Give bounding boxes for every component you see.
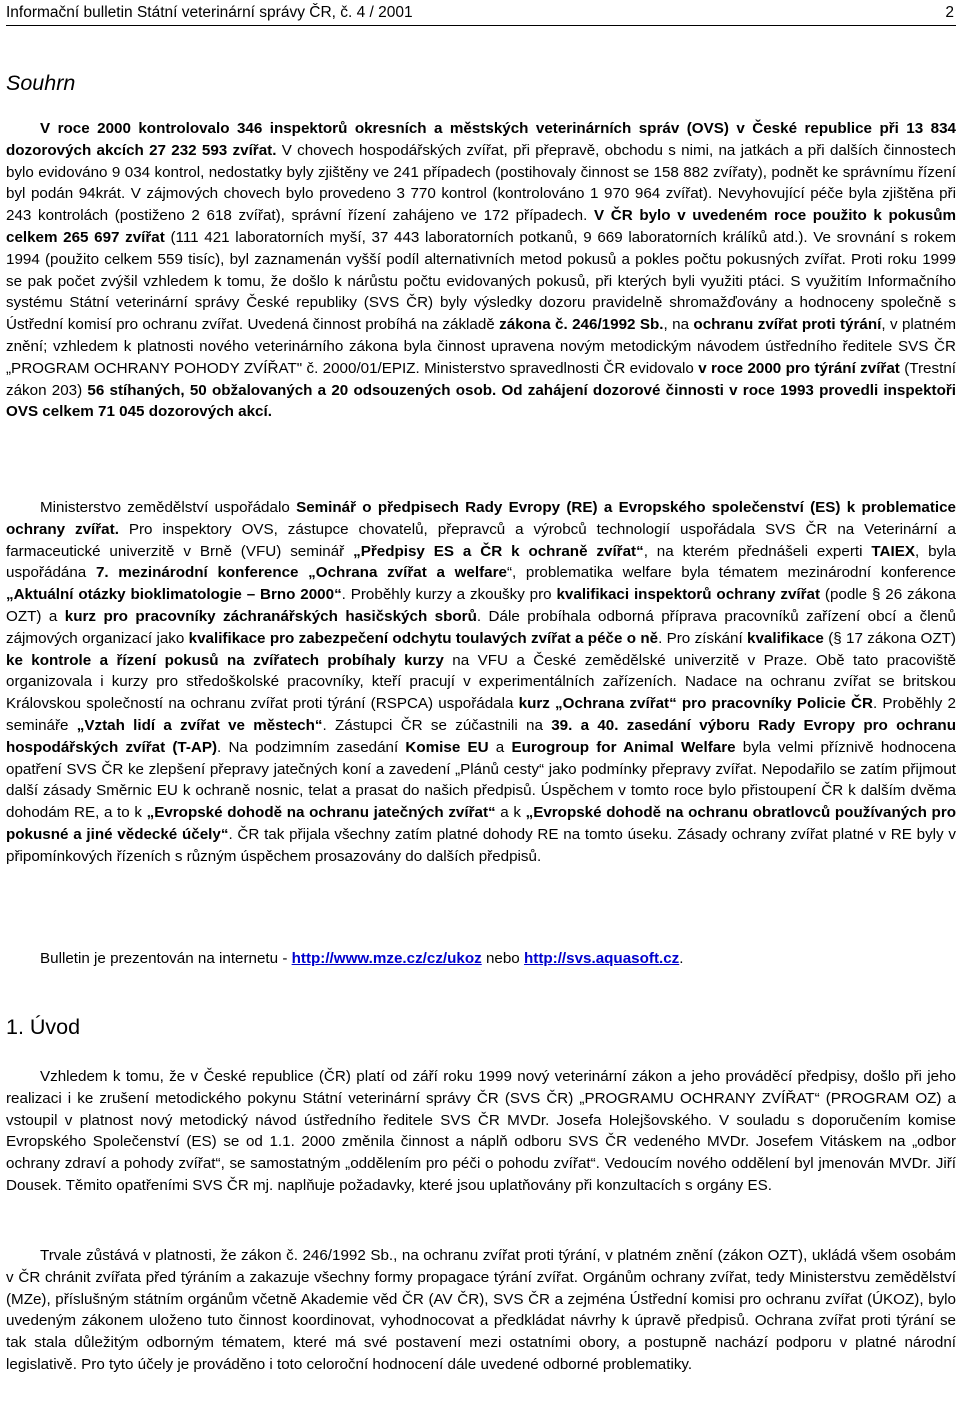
text-run: , na kterém přednášeli experti [643,542,872,560]
bold-text-run: kurz pro pracovníky záchranářských hasičských sborů [64,607,477,625]
text-run: (Trestní zákon 203) [6,359,956,399]
bulletin-links-paragraph [6,948,956,970]
bold-text-run: 39. a 40. zasedání výboru Rady Evropy pro ochranu hospodářských zvířat (T-AP) [6,716,956,756]
bold-text-run: ke kontrole a řízení pokusů na zvířatech probíhaly kurzy [6,651,444,669]
text-run: . Proběhly kurzy a zkoušky pro [341,586,557,604]
bold-text-run: TAIEX [871,542,915,560]
bold-text-run: V ČR bylo v uvedeném roce použito k pokusům celkem 265 697 zvířat [6,207,956,246]
text-run: . Zástupci ČR se zúčastnili na [322,716,552,734]
text-run: a k [495,804,526,822]
page-header [6,3,956,26]
bold-text-run: kvalifikace pro zabezpečení odchytu toulavých zvířat a péče o ně [188,629,659,647]
bold-text-run: „Vztah lidí a zvířat ve městech“ [76,716,323,734]
bold-text-run: zákona č. 246/1992 Sb. [499,316,664,334]
text-run: (§ 17 zákona OZT) [823,629,956,647]
text-run: . ČR tak přijala všechny zatím platné dohody RE na tomto úseku. Zásady ochrany zvířat platné v RE byly v připomínkových řízeních s různým úspěchem prosazovány do dalších předpisů. [6,825,956,865]
internet-link[interactable]: http://svs.aquasoft.cz [523,950,680,967]
header-title: Informační bulletin Státní veterinární správy ČR, č. 4 / 2001 [6,4,413,21]
bold-text-run: Eurogroup for Animal Welfare [511,738,736,756]
text-run: Pro inspektory OVS, zástupce chovatelů, přepravců a výrobců technologií uspořádala SVS ČR na Veterinární a farmaceutické univerzitě v Brně (VFU) seminář [6,520,956,560]
bold-text-run: v roce 2000 pro týrání zvířat [698,359,900,377]
bold-text-run: „Evropské dohodě na ochranu obratlovců používaných pro pokusné a jiné vědecké účely“ [6,804,957,843]
text-run: (111 421 laboratorních myší, 37 443 laboratorních potkanů, 9 669 laboratorních králíků atd.). Ve srovnání s rokem 1994 (použito celkem 559 tisíc), byl zaznamenán vyšší podíl alternativních metod pokusů a pokles počtu pokusných zvířat. Proti roku 1999 se pak počet zvýšil vzhledem k tomu, že došlo k nárůstu počtu evidovaných pokusů, při kterých byli využiti ptáci. S využitím Informačního systému Státní veterinární správy České republiky (SVS ČR) byly výsledky dozoru pravidelně shromažďovány a hodnoceny společně s Ústřední komisí pro ochranu zvířat. Uvedená činnost probíhá na základě [6,228,956,334]
bold-text-run: Komise EU [405,738,489,756]
bold-text-run: kurz „Ochrana zvířat“ pro pracovníky Policie ČR [518,695,873,713]
text-run: . Na podzimním zasedání [217,738,406,756]
summary-paragraph-1 [6,118,956,423]
text-run: nebo [481,950,524,967]
text-run: (podle § 26 zákona OZT) a [6,586,956,625]
text-run: na VFU a České zemědělské univerzitě v Praze. Obě tato pracoviště organizovala i kurzy pro středoškolské pracovníky, kteří pracují v experimentálních zařízeních. Nadace na ochranu zvířat se britskou Královskou společností na ochranu zvířat proti týrání (RSPCA) uspořádala [6,651,956,713]
text-run: . Proběhly 2 semináře [6,695,956,734]
bold-text-run: 56 stíhaných, 50 obžalovaných a 20 odsouzených osob. Od zahájení dozorové činnosti v roce 1993 provedli inspektoři OVS celkem 71 045 dozorových akcí. [6,381,956,421]
intro-paragraph-1 [6,1066,956,1197]
page-number: 2 [945,4,954,21]
text-run: Vzhledem k tomu, že v České republice (ČR) platí od září roku 1999 nový veterinární zákon a jeho prováděcí předpisy, došlo při jeho realizaci i ke zrušení metodického pokynu Státní veterinární správy ČR (SVS ČR) „PROGRAMU OCHRANY ZVÍŘAT“ (PROGRAM OZ) a vstoupil v platnost nový metodický návod ústředního ředitele SVS ČR MVDr. Josefa Holejšovského. V souladu s doporučením komise Evropského Společenství (ES) se od 1.1. 2000 změnila činnost a náplň odboru SVS ČR vedeného MVDr. Josefem Vitáskem na „odbor ochrany zdraví a pohody zvířat“, se samostatným „oddělením pro péči o pohodu zvířat“. Vedoucím nového oddělení byl jmenován MVDr. Jiří Dousek. Těmito opatřeními SVS ČR mj. naplňuje požadavky, které jsou uplatňovány při konzultacích s orgány ES. [6,1068,956,1194]
bold-text-run: „Předpisy ES a ČR k ochraně zvířat“ [353,542,644,560]
text-run: . Dále probíhala odborná příprava pracovníků zařízení obcí a členů zájmových organizací jako [6,607,956,647]
bold-text-run: kvalifikaci inspektorů ochrany zvířat [556,586,821,604]
text-run: V chovech hospodářských zvířat, při přepravě, obchodu s nimi, na jatkách a při dalších činnostech bylo evidováno 9 034 kontrol, nedostatky byly zjištěny ve 241 případech (postihovaly činnost se 158 882 zvířaty), podnět ke správnímu řízení byl podán 94krát. V zájmových chovech bylo provedeno 3 770 kontrol (kontrolováno 1 970 964 zvířat). Nevyhovující péče byla zjištěna při 243 kontrolách (postiženo 2 618 zvířat), správní řízení zahájeno ve 172 případech. [6,141,956,225]
text-run: , byla uspořádána [6,542,956,582]
section-title-souhrn: Souhrn [6,71,76,95]
summary-paragraph-2 [6,497,956,868]
text-run: . Pro získání [658,629,748,647]
text-run: Ministerstvo zemědělství uspořádalo [40,499,297,516]
internet-link[interactable]: http://www.mze.cz/cz/ukoz [291,950,482,967]
bold-text-run: kvalifikace [747,629,824,647]
section-title-uvod: 1. Úvod [6,1015,81,1039]
intro-paragraph-2 [6,1245,956,1376]
bold-text-run: Seminář o předpisech Rady Evropy (RE) a Evropského společenství (ES) k problematice ochrany zvířat. [6,499,956,538]
text-run: Trvale zůstává v platnosti, že zákon č. 246/1992 Sb., na ochranu zvířat proti týrání, v platném znění (zákon OZT), ukládá všem osobám v ČR chránit zvířata před týráním a zakazuje všechny formy propagace týrání zvířat. Orgánům ochrany zvířat, tedy Ministerstvu zemědělství (MZe), příslušným státním orgánům včetně Akademie věd ČR (AV ČR), SVS ČR a zejména Ústřední komisi pro ochranu zvířat (ÚKOZ), bylo uvedeným zákonem uloženo tuto činnost koordinovat, vyhodnocovat a předkládat návrhy k úpravě předpisů. Ochrana zvířat proti týrání se tak stala důležitým odborným tématem, které má své postavení mezi ostatními obory, a postupně nachází podporu v platné národní legislativě. Pro tyto účely je prováděno i toto celoroční hodnocení dále uvedené odborné problematiky. [6,1247,956,1373]
text-run: byla velmi příznivě hodnocena opatření SVS ČR ke zlepšení přepravy jatečných koní a zavedení „Plánů cesty“ jako podmínky přepravy zvířat. Nepodařilo se zatím přijmout další zásady Směrnic EU k ochraně nosnic, telat a prasat do našich předpisů. Úspěchem v tomto roce bylo přistoupení ČR k dalším dvěma dohodám RE, a to k [6,738,957,822]
text-run: a [488,738,512,756]
bold-text-run: 7. mezinárodní konference „Ochrana zvířat a welfare [95,564,507,582]
text-run: . [679,950,684,967]
bold-text-run: „Evropské dohodě na ochranu jatečných zvířat“ [146,804,496,822]
text-run: “, problematika welfare byla tématem mezinárodní konference [506,564,956,582]
text-run: Bulletin je prezentován na internetu - [40,950,292,967]
text-run: , na [663,316,694,334]
bold-text-run: ochranu zvířat proti týrání [693,316,882,334]
bold-text-run: V roce 2000 kontrolovalo 346 inspektorů okresních a městských veterinárních správ (OVS) v České republice při 13 834 dozorových akcích 27 232 593 zvířat. [6,120,956,159]
bold-text-run: „Aktuální otázky bioklimatologie – Brno 2000“ [6,586,342,604]
text-run: , v platném znění; vzhledem k platnosti nového veterinárního zákona byla činnost upravena novým metodickým návodem ústředního ředitele SVS ČR „PROGRAM OCHRANY POHODY ZVÍŘAT" č. 2000/01/EPIZ. Ministerstvo spravedlnosti ČR evidovalo [6,316,956,377]
